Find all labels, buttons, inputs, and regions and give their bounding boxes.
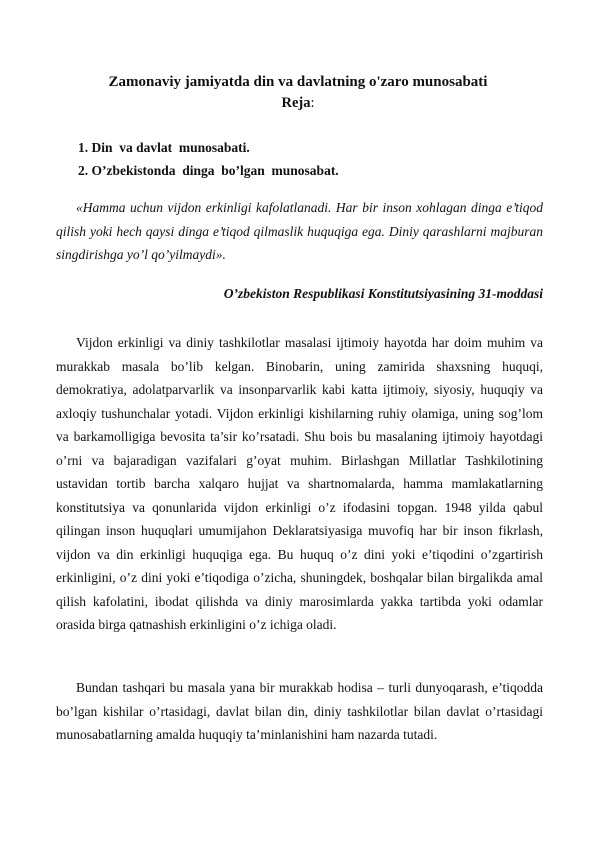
epigraph-source: O’zbekiston Respublikasi Konstitutsiyasining 31-moddasi [223, 286, 543, 301]
plan-label: Reja [281, 95, 311, 111]
document-title: Zamonaviy jamiyatda din va davlatning o'zaro munosabati [108, 74, 488, 90]
body-paragraph-2: Bundan tashqari bu masala yana bir murakkab hodisa – turli dunyoqarash, e’tiqodda bo’lgan kishilar o’rtasidagi, davlat bilan din, diniy tashkilotlar bilan davlat o’rtasidagi munosabatlarning amalda huquqiy ta’minlanishini ham nazarda tutadi. [56, 680, 543, 742]
plan-list [78, 136, 339, 182]
epigraph-quote: «Hamma uchun vijdon erkinligi kafolatlanadi. Har bir inson xohlagan dinga e’tiqod qilish yoki hech qaysi dinga e’tiqod qilmaslik huquqiga ega. Diniy qarashlarni majburan singdirishga yo’l qo’yilmaydi». [56, 200, 543, 262]
plan-item-2: 2. O’zbekistonda dinga bo’lgan munosabat. [78, 163, 339, 178]
body-paragraph-1: Vijdon erkinligi va diniy tashkilotlar masalasi ijtimoiy hayotda har doim muhim va murakkab masala bo’lib kelgan. Binobarin, uning zamirida shaxsning huquqi, demokratiya, adolatparvarlik va insonparvarlik kabi katta ijtimoiy, siyosiy, huquqiy va axloqiy tushunchalar yotadi. Vijdon erkinligi kishilarning ruhiy olamiga, uning sog’lom va barkamolligiga bevosita ta’sir ko’rsatadi. Shu bois bu masalaning ijtimoiy hayotdagi o’rni va bajaradigan vazifalari g’oyat muhim. Birlashgan Millatlar Tashkilotining ustavidan tortib barcha xalqaro hujjat va shartnomalarda, hamma mamlakatlarning konstitutsiya va qonunlarida vijdon erkinligi o’z ifodasini topgan. 1948 yilda qabul qilingan inson huquqlari umumijahon Deklaratsiyasiga muvofiq har bir inson fikrlash, vijdon va din erkinligi huquqiga ega. Bu huquq o’z dini yoki e’tiqodini o’zgartirish erkinligini, o’z dini yoki e’tiqodiga o’zicha, shuningdek, boshqalar bilan birgalikda amal qilish kafolatini, ibodat qilishda va diniy marosimlarda yakka tartibda yoki odamlar orasida birga qatnashish erkinligini o’z ichiga oladi. [56, 335, 543, 632]
plan-item-1: 1. Din va davlat munosabati. [78, 140, 250, 155]
plan-heading [0, 93, 596, 113]
plan-colon: : [310, 95, 315, 111]
